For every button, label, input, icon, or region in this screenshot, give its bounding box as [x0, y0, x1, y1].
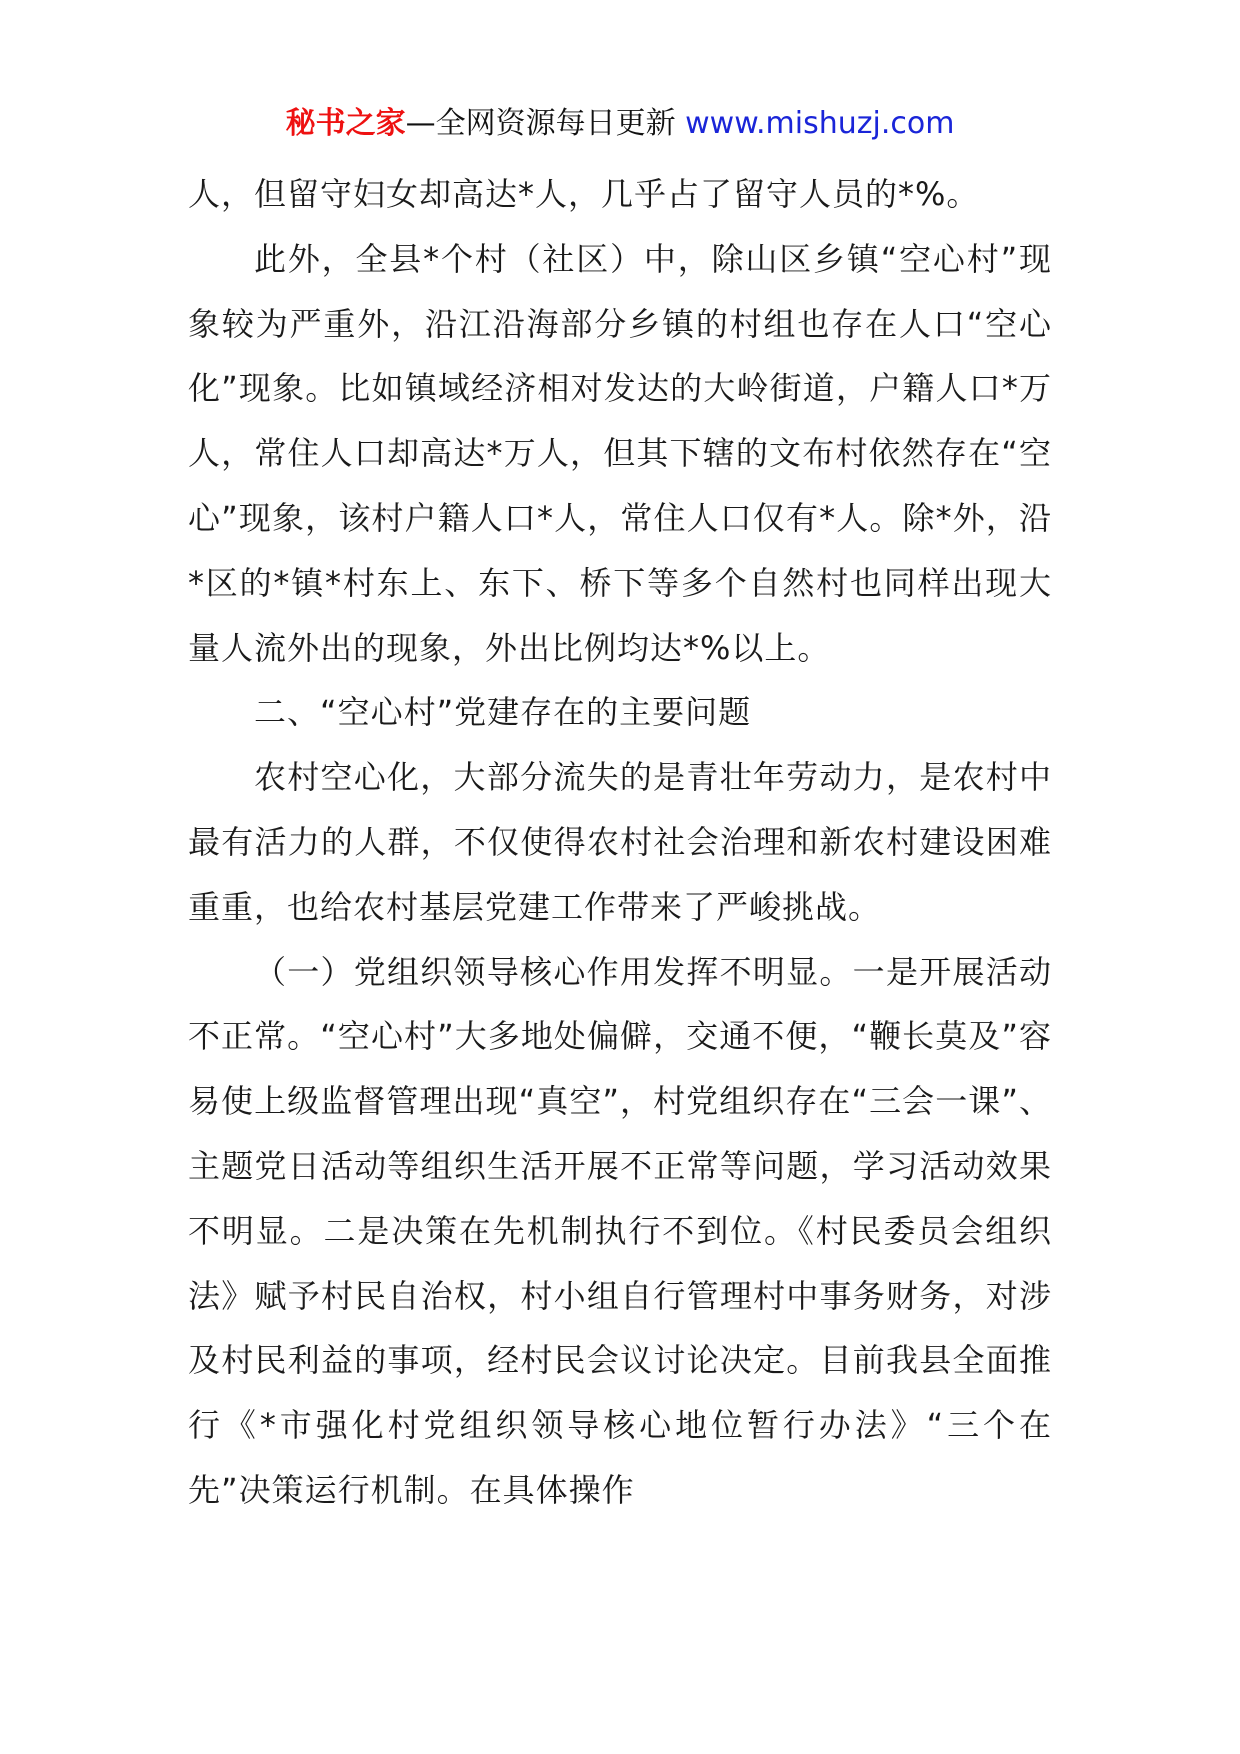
document-body	[188, 162, 1052, 1523]
paragraph: 农村空心化，大部分流失的是青壮年劳动力，是农村中最有活力的人群，不仅使得农村社会治理和新农村建设困难重重，也给农村基层党建工作带来了严峻挑战。	[188, 758, 1052, 926]
paragraph: （一）党组织领导核心作用发挥不明显。一是开展活动不正常。“空心村”大多地处偏僻，交通不便，“鞭长莫及”容易使上级监督管理出现“真空”，村党组织存在“三会一课”、主题党日活动等组织生活开展不正常等问题，学习活动效果不明显。二是决策在先机制执行不到位。《村民委员会组织法》赋予村民自治权，村小组自行管理村中事务财务，对涉及村民利益的事项，经村民会议讨论决定。目前我县全面推行《*市强化村党组织领导核心地位暂行办法》“三个在先”决策运行机制。在具体操作	[188, 952, 1052, 1509]
brand-name: 秘书之家	[285, 106, 406, 141]
paragraph: 此外，全县*个村（社区）中，除山区乡镇“空心村”现象较为严重外，沿江沿海部分乡镇的村组也存在人口“空心化”现象。比如镇域经济相对发达的大岭街道，户籍人口*万人，常住人口却高达*万人，但其下辖的文布村依然存在“空心”现象，该村户籍人口*人，常住人口仅有*人。除*外，沿*区的*镇*村东上、东下、桥下等多个自然村也同样出现大量人流外出的现象，外出比例均达*%以上。	[188, 239, 1052, 667]
site-header	[0, 104, 1240, 144]
paragraph-continuation: 人，但留守妇女却高达*人，几乎占了留守人员的*%。	[188, 175, 980, 213]
header-tagline: —全网资源每日更新	[405, 106, 676, 141]
section-heading: 二、“空心村”党建存在的主要问题	[254, 693, 752, 732]
site-url-link[interactable]: www.mishuzj.com	[685, 106, 955, 141]
